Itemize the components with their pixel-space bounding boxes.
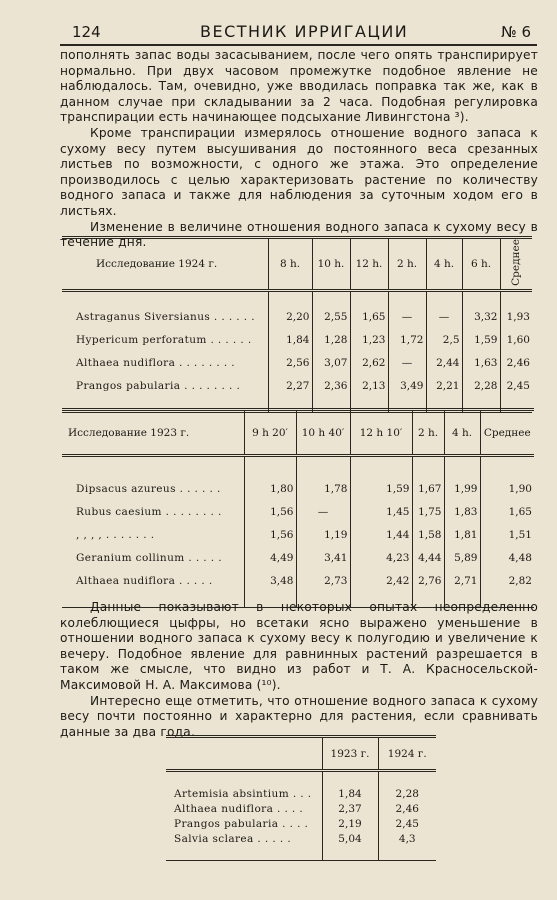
cell: 1,44 bbox=[350, 524, 412, 547]
cell: 2,46 bbox=[395, 802, 419, 815]
cell: — bbox=[296, 501, 350, 524]
cell: 3,49 bbox=[388, 375, 426, 398]
table-comparison bbox=[166, 735, 436, 861]
cell: 1,80 bbox=[244, 478, 296, 501]
species-name: Prangos pabularia . . . . bbox=[166, 816, 322, 831]
cell: 1,59 bbox=[350, 478, 412, 501]
species-name: Salvia sclarea . . . . . bbox=[166, 831, 322, 846]
column-header: 10 h. bbox=[312, 238, 350, 291]
table-row bbox=[166, 816, 436, 831]
species-name: Althaea nudiflora . . . . . . . . bbox=[62, 352, 268, 375]
species-name: , , , , . . . . . . . bbox=[62, 524, 244, 547]
cell: 2,5 bbox=[426, 329, 462, 352]
cell: 1,99 bbox=[444, 478, 480, 501]
text-block-bottom bbox=[60, 600, 538, 740]
table-row bbox=[62, 501, 534, 524]
cell: 1,65 bbox=[350, 306, 388, 329]
species-name: Prangos pabularia . . . . . . . . bbox=[62, 375, 268, 398]
species-name: Althaea nudiflora . . . . bbox=[166, 801, 322, 816]
species-name: Hypericum perforatum . . . . . . bbox=[62, 329, 268, 352]
column-header: 12 h 10′ bbox=[350, 410, 412, 456]
table-row bbox=[62, 375, 532, 398]
cell: 1,45 bbox=[350, 501, 412, 524]
cell: 2,44 bbox=[426, 352, 462, 375]
cell: 2,45 bbox=[395, 817, 419, 830]
cell: 2,13 bbox=[350, 375, 388, 398]
column-header: 4 h. bbox=[426, 238, 462, 291]
journal-title: ВЕСТНИК ИРРИГАЦИИ bbox=[200, 22, 409, 41]
cell: 1,23 bbox=[350, 329, 388, 352]
cell: 2,27 bbox=[268, 375, 312, 398]
column-header: 1923 г. bbox=[322, 737, 378, 771]
column-header: 9 h 20′ bbox=[244, 410, 296, 456]
column-header: 1924 г. bbox=[378, 737, 436, 771]
column-header: 2 h. bbox=[412, 410, 444, 456]
cell: 5,04 bbox=[322, 831, 378, 846]
cell: 2,56 bbox=[268, 352, 312, 375]
cell: 1,63 bbox=[462, 352, 500, 375]
cell: 2,46 bbox=[506, 357, 530, 370]
cell: 2,73 bbox=[296, 570, 350, 593]
column-header-mean: Среднее bbox=[510, 239, 523, 286]
cell: 4,49 bbox=[244, 547, 296, 570]
cell: 2,55 bbox=[312, 306, 350, 329]
paragraph-1: пополнять запас воды засасыванием, после чего опять транспирирует нормально. При двух часовом промежутке подобное явление не наблюдалось. Там, очевидно, уже вводилась поправка так же, как в данном случае при складывании за 2 часа. Подобная регулировка транспирации есть начинающее подсыхание Ливингстона ³). bbox=[60, 48, 538, 125]
cell: 4,44 bbox=[412, 547, 444, 570]
cell: 2,19 bbox=[322, 816, 378, 831]
cell: 1,51 bbox=[508, 529, 532, 541]
column-header bbox=[500, 238, 532, 291]
page-number: 124 bbox=[72, 23, 101, 41]
species-name: Althaea nudiflora . . . . . bbox=[62, 570, 244, 593]
column-header: Среднее bbox=[480, 410, 534, 456]
paragraph-2: Кроме транспирации измерялось отношение водного запаса к сухому весу путем высушивания до постоянного веса срезанных листьев по возможности, с одного же этажа. Это определение производилось с целью характеризовать растение по количеству водного запаса и также для наблюдения за суточным ходом его в листьях. bbox=[60, 125, 538, 218]
cell: 2,45 bbox=[506, 380, 530, 393]
cell: — bbox=[388, 306, 426, 329]
cell: 2,28 bbox=[462, 375, 500, 398]
cell: 1,65 bbox=[508, 506, 532, 518]
cell: 1,93 bbox=[506, 311, 530, 324]
table-row bbox=[62, 478, 534, 501]
cell: 2,76 bbox=[412, 570, 444, 593]
cell: 2,82 bbox=[508, 575, 532, 587]
cell: 1,58 bbox=[412, 524, 444, 547]
cell: — bbox=[388, 352, 426, 375]
table-row bbox=[166, 801, 436, 816]
cell: 2,20 bbox=[268, 306, 312, 329]
paragraph-4: Данные показывают в некоторых опытах неопределенно колеблющиеся цыфры, но всетаки ясно выражено уменьшение в отношении водного запаса к сухому весу к полугодию и увеличение к вечеру. Подобное явление для равнинных растений разрешается в таком же смысле, что видно из работ и Т. А. Красносельской-Максимовой Н. А. Максимова (¹⁰). bbox=[60, 600, 538, 692]
species-name: Geranium collinum . . . . . bbox=[62, 547, 244, 570]
column-header: 6 h. bbox=[462, 238, 500, 291]
table-row bbox=[62, 352, 532, 375]
column-header: 2 h. bbox=[388, 238, 426, 291]
table-row bbox=[62, 524, 534, 547]
cell: 1,28 bbox=[312, 329, 350, 352]
table-row bbox=[62, 306, 532, 329]
cell: 4,23 bbox=[350, 547, 412, 570]
text-block-top bbox=[60, 48, 538, 251]
paragraph-5: Интересно еще отметить, что отношение водного запаса к сухому весу почти постоянно и характерно для растения, если сравнивать данные за два года. bbox=[60, 693, 538, 739]
cell: 2,71 bbox=[444, 570, 480, 593]
cell: 1,56 bbox=[244, 524, 296, 547]
cell: 1,90 bbox=[508, 483, 532, 495]
species-name: Astraganus Siversianus . . . . . . bbox=[62, 306, 268, 329]
cell: 1,84 bbox=[268, 329, 312, 352]
column-header: 12 h. bbox=[350, 238, 388, 291]
table-row bbox=[62, 547, 534, 570]
column-header: Исследование 1923 г. bbox=[62, 410, 244, 456]
species-name: Dipsacus azureus . . . . . . bbox=[62, 478, 244, 501]
paragraph-3: Изменение в величине отношения водного запаса к сухому весу в течение дня. bbox=[60, 219, 538, 250]
cell: 2,21 bbox=[426, 375, 462, 398]
column-header: 4 h. bbox=[444, 410, 480, 456]
table-row bbox=[62, 329, 532, 352]
table-row bbox=[62, 570, 534, 593]
cell: 1,56 bbox=[244, 501, 296, 524]
cell: 2,62 bbox=[350, 352, 388, 375]
cell: 1,78 bbox=[296, 478, 350, 501]
cell: 2,36 bbox=[312, 375, 350, 398]
cell: 4,3 bbox=[398, 832, 416, 845]
column-header bbox=[166, 737, 322, 771]
cell: 3,48 bbox=[244, 570, 296, 593]
cell: 1,84 bbox=[322, 786, 378, 801]
cell: 1,75 bbox=[412, 501, 444, 524]
table-row bbox=[166, 831, 436, 846]
cell: 3,32 bbox=[462, 306, 500, 329]
cell: 1,60 bbox=[506, 334, 530, 347]
cell: 5,89 bbox=[444, 547, 480, 570]
cell: 2,28 bbox=[395, 787, 419, 800]
page-header bbox=[60, 16, 537, 46]
table-1923 bbox=[62, 408, 534, 608]
species-name: Artemisia absintium . . . bbox=[166, 786, 322, 801]
cell: 2,37 bbox=[322, 801, 378, 816]
column-header: 8 h. bbox=[268, 238, 312, 291]
cell: 3,41 bbox=[296, 547, 350, 570]
column-header: Исследование 1924 г. bbox=[62, 238, 268, 291]
cell: 1,59 bbox=[462, 329, 500, 352]
species-name: Rubus caesium . . . . . . . . bbox=[62, 501, 244, 524]
column-header: 10 h 40′ bbox=[296, 410, 350, 456]
cell: 1,67 bbox=[412, 478, 444, 501]
cell: 2,42 bbox=[350, 570, 412, 593]
cell: 1,72 bbox=[388, 329, 426, 352]
issue-number: № 6 bbox=[501, 23, 531, 41]
table-1924 bbox=[62, 236, 532, 413]
cell: 1,81 bbox=[444, 524, 480, 547]
cell: 1,19 bbox=[296, 524, 350, 547]
cell: 3,07 bbox=[312, 352, 350, 375]
cell: 4,48 bbox=[508, 552, 532, 564]
cell: 1,83 bbox=[444, 501, 480, 524]
table-row bbox=[166, 786, 436, 801]
cell: — bbox=[426, 306, 462, 329]
